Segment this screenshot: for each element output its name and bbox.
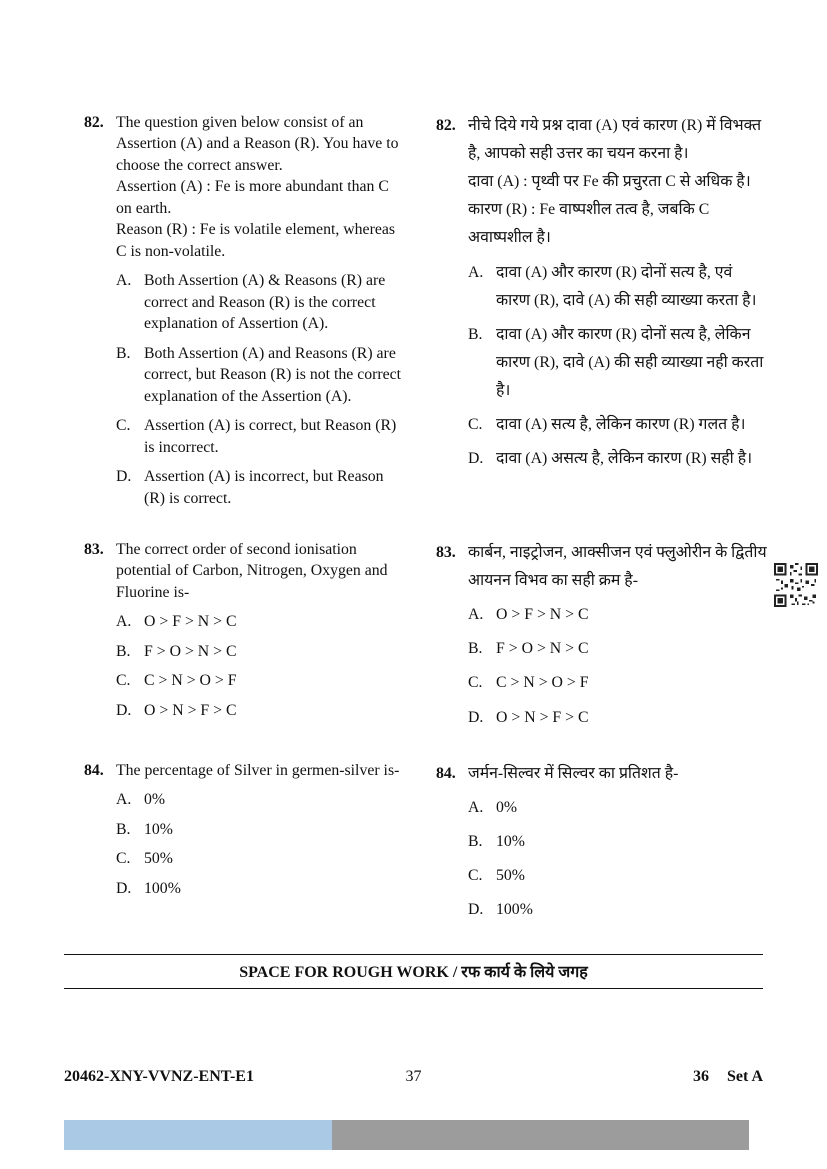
assertion-text: दावा (A) : पृथ्वी पर Fe की प्रचुरता C से अधिक है। bbox=[468, 173, 751, 191]
option-text: F > O > N > C bbox=[144, 642, 237, 660]
questions-grid bbox=[84, 112, 768, 930]
option-d bbox=[116, 466, 402, 509]
options-list bbox=[116, 270, 402, 509]
option-a bbox=[116, 611, 402, 632]
option-letter: D. bbox=[116, 879, 132, 897]
reason-text: Reason (R) : Fe is volatile element, whereas C is non-volatile. bbox=[116, 221, 395, 260]
option-c bbox=[468, 669, 768, 697]
question-text: कार्बन, नाइट्रोजन, आक्सीजन एवं फ्लुओरीन के द्वितीय आयनन विभव का सही क्रम है- bbox=[468, 543, 767, 590]
paper-code: 20462-XNY-VVNZ-ENT-E1 bbox=[64, 1068, 254, 1085]
question-83-hindi bbox=[436, 539, 768, 738]
question-84-english bbox=[84, 760, 402, 907]
question-83-english bbox=[84, 539, 402, 729]
option-letter: C. bbox=[116, 417, 131, 435]
option-letter: D. bbox=[468, 450, 484, 468]
question-number: 83. bbox=[84, 540, 104, 558]
option-text: 0% bbox=[144, 791, 166, 809]
option-c bbox=[468, 411, 768, 439]
option-letter: C. bbox=[468, 674, 483, 692]
option-text: दावा (A) और कारण (R) दोनों सत्य है, लेकिन कारण (R), दावे (A) की सही व्याख्या नही करता है। bbox=[496, 325, 764, 399]
question-body bbox=[116, 760, 402, 907]
option-b bbox=[468, 321, 768, 405]
gray-bar-segment bbox=[332, 1120, 749, 1150]
qr-code bbox=[772, 563, 820, 607]
option-c bbox=[116, 415, 402, 458]
question-body bbox=[468, 539, 768, 738]
option-text: Both Assertion (A) & Reasons (R) are correct and Reason (R) is the correct explanation of Assertion (A). bbox=[144, 272, 386, 333]
option-b bbox=[468, 635, 768, 663]
option-text: Both Assertion (A) and Reasons (R) are correct, but Reason (R) is not the correct explanation of the Assertion (A). bbox=[144, 344, 402, 405]
question-body bbox=[116, 112, 402, 517]
option-a bbox=[468, 259, 768, 315]
option-d bbox=[116, 878, 402, 899]
option-letter: A. bbox=[468, 798, 484, 816]
option-text: Assertion (A) is incorrect, but Reason (R) is correct. bbox=[144, 468, 384, 507]
option-text: दावा (A) सत्य है, लेकिन कारण (R) गलत है। bbox=[496, 416, 746, 434]
option-letter: D. bbox=[116, 701, 132, 719]
option-text: 50% bbox=[144, 850, 173, 868]
page-number: 37 bbox=[405, 1068, 422, 1085]
option-a bbox=[116, 270, 402, 334]
option-text: 0% bbox=[496, 798, 518, 816]
question-text: The percentage of Silver in germen-silver is- bbox=[116, 761, 400, 779]
option-a bbox=[468, 601, 768, 629]
question-body bbox=[468, 112, 768, 479]
rough-work-banner: SPACE FOR ROUGH WORK / रफ कार्य के लिये जगह bbox=[64, 954, 763, 989]
option-b bbox=[116, 343, 402, 407]
option-letter: A. bbox=[116, 272, 132, 290]
option-letter: B. bbox=[116, 642, 131, 660]
option-text: 10% bbox=[496, 832, 525, 850]
set-label: Set A bbox=[727, 1068, 763, 1085]
option-d bbox=[468, 704, 768, 732]
question-84-hindi bbox=[436, 760, 768, 931]
option-letter: C. bbox=[468, 416, 483, 434]
set-info bbox=[693, 1068, 763, 1086]
option-letter: C. bbox=[116, 850, 131, 868]
option-text: O > N > F > C bbox=[144, 701, 237, 719]
option-letter: B. bbox=[468, 640, 483, 658]
option-text: C > N > O > F bbox=[496, 674, 589, 692]
question-number: 82. bbox=[436, 117, 456, 134]
option-letter: D. bbox=[468, 901, 484, 919]
option-letter: B. bbox=[116, 344, 131, 362]
question-82-english bbox=[84, 112, 402, 517]
question-number: 84. bbox=[436, 764, 456, 782]
blue-bar-segment bbox=[64, 1120, 332, 1150]
option-d bbox=[468, 896, 768, 924]
bottom-color-bar bbox=[64, 1120, 749, 1150]
question-number: 83. bbox=[436, 543, 456, 561]
option-letter: A. bbox=[116, 613, 132, 631]
option-text: दावा (A) और कारण (R) दोनों सत्य है, एवं कारण (R), दावे (A) की सही व्याख्या करता है। bbox=[496, 263, 757, 309]
option-text: C > N > O > F bbox=[144, 672, 237, 690]
option-letter: B. bbox=[468, 832, 483, 850]
option-text: O > F > N > C bbox=[496, 606, 589, 624]
option-c bbox=[468, 862, 768, 890]
options-list bbox=[116, 611, 402, 721]
options-list bbox=[468, 601, 768, 731]
option-text: O > N > F > C bbox=[496, 708, 589, 726]
option-d bbox=[468, 445, 768, 473]
question-text: नीचे दिये गये प्रश्न दावा (A) एवं कारण (R) में विभक्त है, आपको सही उत्तर का चयन करना है। bbox=[468, 117, 762, 163]
option-a bbox=[116, 789, 402, 810]
option-letter: B. bbox=[116, 820, 131, 838]
option-text: F > O > N > C bbox=[496, 640, 589, 658]
question-text: जर्मन-सिल्वर में सिल्वर का प्रतिशत है- bbox=[468, 764, 679, 782]
options-list bbox=[468, 794, 768, 924]
option-b bbox=[116, 819, 402, 840]
option-text: Assertion (A) is correct, but Reason (R) is incorrect. bbox=[144, 417, 397, 456]
question-number: 84. bbox=[84, 761, 104, 779]
option-letter: D. bbox=[116, 468, 132, 486]
set-number: 36 bbox=[693, 1068, 709, 1085]
option-text: O > F > N > C bbox=[144, 613, 237, 631]
option-letter: A. bbox=[116, 791, 132, 809]
option-b bbox=[468, 828, 768, 856]
option-letter: A. bbox=[468, 606, 484, 624]
option-letter: C. bbox=[468, 866, 483, 884]
option-text: 10% bbox=[144, 820, 173, 838]
question-82-hindi bbox=[436, 112, 768, 479]
option-letter: D. bbox=[468, 708, 484, 726]
question-text: The correct order of second ionisation potential of Carbon, Nitrogen, Oxygen and Fluorine is- bbox=[116, 540, 388, 601]
question-body bbox=[116, 539, 402, 729]
question-text: The question given below consist of an Assertion (A) and a Reason (R). You have to choose the correct answer. bbox=[116, 114, 399, 174]
option-c bbox=[116, 670, 402, 691]
question-body bbox=[468, 760, 768, 931]
option-text: 50% bbox=[496, 866, 525, 884]
reason-text: कारण (R) : Fe वाष्पशील तत्व है, जबकि C अवाष्पशील है। bbox=[468, 201, 710, 247]
footer-info-row bbox=[64, 1068, 763, 1086]
options-list bbox=[116, 789, 402, 899]
option-letter: A. bbox=[468, 263, 484, 281]
option-letter: B. bbox=[468, 325, 483, 343]
option-text: 100% bbox=[496, 901, 533, 919]
option-letter: C. bbox=[116, 672, 131, 690]
option-a bbox=[468, 794, 768, 822]
option-text: दावा (A) असत्य है, लेकिन कारण (R) सही है। bbox=[496, 450, 753, 468]
option-c bbox=[116, 848, 402, 869]
assertion-text: Assertion (A) : Fe is more abundant than C on earth. bbox=[116, 178, 389, 217]
option-d bbox=[116, 700, 402, 721]
question-number: 82. bbox=[84, 114, 104, 131]
option-b bbox=[116, 641, 402, 662]
option-text: 100% bbox=[144, 879, 181, 897]
options-list bbox=[468, 259, 768, 474]
